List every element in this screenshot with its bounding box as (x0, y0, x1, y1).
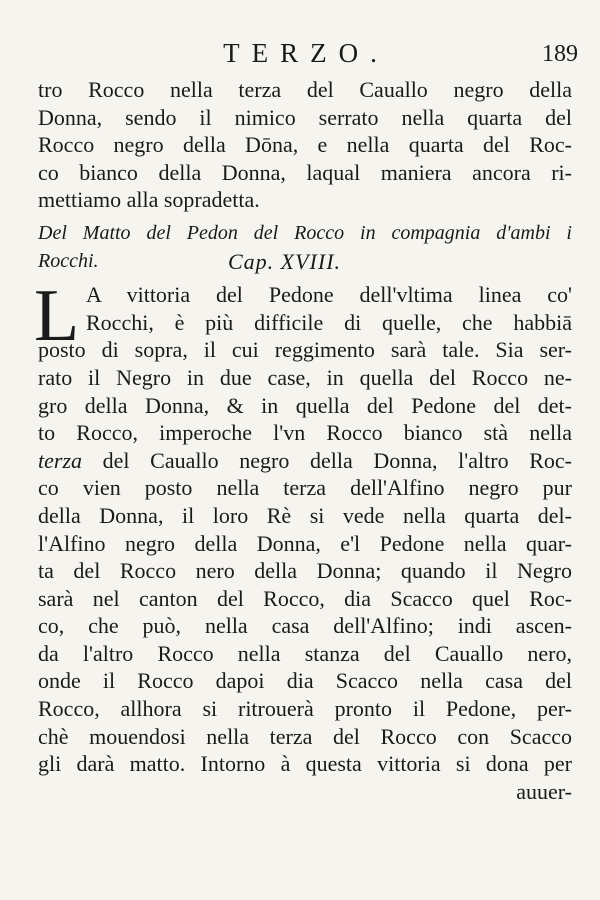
text-line: A vittoria del Pedone dell'vltima linea co' (86, 282, 572, 308)
paragraph-1 (38, 76, 572, 214)
text-line: Rocchi, è più difficile di quelle, che habbiā (86, 309, 572, 335)
text-line: sarà nel canton del Rocco, dia Scacco quel Roc- (38, 585, 572, 611)
catchword: auuer- (516, 778, 572, 804)
chapter-title-end: Rocchi. (38, 249, 99, 272)
text-line: ta del Rocco nero della Donna; quando il Negro (38, 558, 572, 584)
page-number: 189 (542, 41, 578, 67)
text-line: to Rocco, imperoche l'vn Rocco bianco stà nella (38, 420, 572, 446)
text-line: gro della Donna, & in quella del Pedone del det- (38, 392, 572, 418)
drop-cap: L (34, 275, 80, 358)
text-line: l'Alfino negro della Donna, e'l Pedone nella quar- (38, 530, 572, 556)
text-line: da l'altro Rocco nella stanza del Cauallo nero, (38, 640, 572, 666)
text-line: della Donna, il loro Rè si vede nella quarta del- (38, 502, 572, 528)
text-line: co, che può, nella casa dell'Alfino; indi ascen- (38, 613, 572, 639)
chapter-heading (38, 220, 572, 275)
text-line: Rocco, allhora si ritrouerà pronto il Pedone, per- (38, 696, 572, 722)
text-line: chè mouendosi nella terza del Rocco con Scacco (38, 723, 572, 749)
text-line: gli darà matto. Intorno à questa vittoria si dona per (38, 751, 572, 777)
text-line: co bianco della Donna, laqual maniera ancora ri- (38, 159, 572, 185)
paragraph-2 (34, 275, 572, 778)
text-line: rato il Negro in due case, in quella del Rocco ne- (38, 364, 572, 390)
text-line: onde il Rocco dapoi dia Scacco nella casa del (38, 668, 572, 694)
text-line: posto di sopra, il cui reggimento sarà tale. Sia ser- (38, 337, 572, 363)
text-line: co vien posto nella terza dell'Alfino negro pur (38, 475, 572, 501)
running-head: TERZO. (223, 38, 389, 68)
text-line: Rocco negro della Dōna, e nella quarta del Roc- (38, 132, 572, 158)
page-header (0, 38, 600, 74)
italic-word: terza (38, 447, 82, 473)
text-line: terza del Cauallo negro della Donna, l'altro Roc- (38, 447, 572, 473)
chapter-title-line-2 (38, 248, 572, 276)
page-body (34, 76, 572, 805)
text-line: tro Rocco nella terza del Cauallo negro della (38, 77, 572, 102)
chapter-title-line: Del Matto del Pedon del Rocco in compagnia d'ambi i (38, 221, 572, 244)
chapter-number: Cap. XVIII. (228, 248, 342, 274)
text-line: mettiamo alla sopradetta. (38, 187, 260, 213)
text-line: Donna, sendo il nimico serrato nella quarta del (38, 104, 572, 130)
